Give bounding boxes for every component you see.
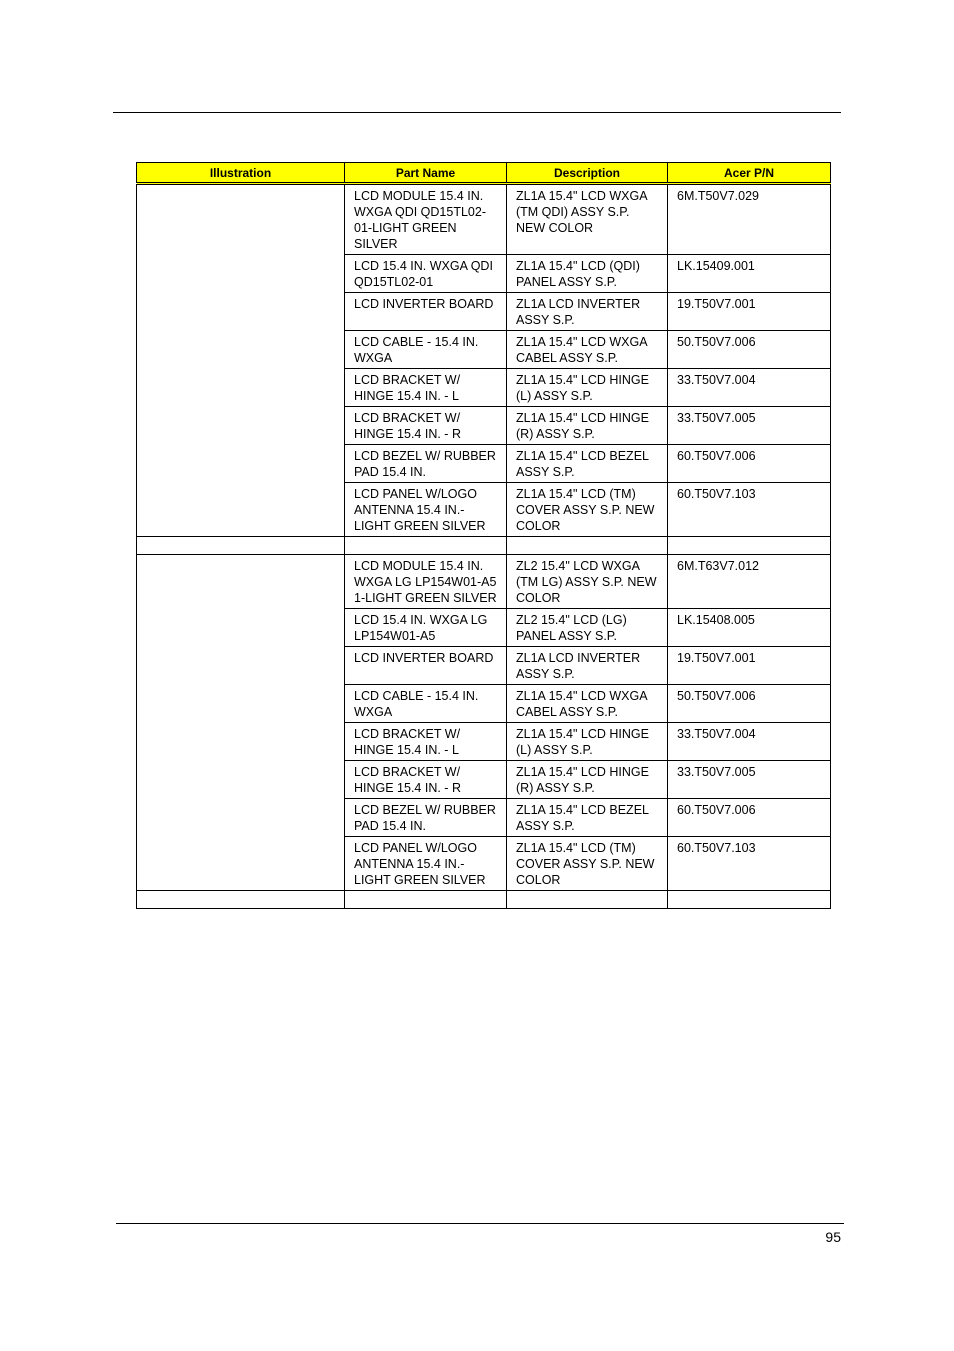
illustration-cell [137, 184, 345, 537]
part-name-cell: LCD BRACKET W/ HINGE 15.4 IN. - R [345, 407, 507, 445]
header-illustration: Illustration [137, 163, 345, 184]
part-name-cell: LCD 15.4 IN. WXGA QDI QD15TL02-01 [345, 255, 507, 293]
part-name-cell: LCD MODULE 15.4 IN. WXGA QDI QD15TL02-01-LIGHT GREEN SILVER [345, 184, 507, 255]
acer-pn-cell: 19.T50V7.001 [668, 293, 831, 331]
description-cell: ZL1A 15.4" LCD WXGA (TM QDI) ASSY S.P. NEW COLOR [507, 184, 668, 255]
part-name-cell: LCD MODULE 15.4 IN. WXGA LG LP154W01-A5 1-LIGHT GREEN SILVER [345, 555, 507, 609]
acer-pn-cell: 33.T50V7.004 [668, 723, 831, 761]
acer-pn-cell: 6M.T63V7.012 [668, 555, 831, 609]
empty-cell [668, 537, 831, 555]
page-number: 95 [825, 1229, 841, 1245]
acer-pn-cell: LK.15408.005 [668, 609, 831, 647]
table-body [137, 184, 831, 909]
part-name-cell: LCD 15.4 IN. WXGA LG LP154W01-A5 [345, 609, 507, 647]
part-name-cell: LCD INVERTER BOARD [345, 647, 507, 685]
description-cell: ZL1A 15.4" LCD (TM) COVER ASSY S.P. NEW COLOR [507, 483, 668, 537]
header-acer-pn: Acer P/N [668, 163, 831, 184]
description-cell: ZL1A LCD INVERTER ASSY S.P. [507, 647, 668, 685]
empty-cell [345, 537, 507, 555]
empty-cell [507, 537, 668, 555]
acer-pn-cell: 60.T50V7.103 [668, 837, 831, 891]
header-part-name: Part Name [345, 163, 507, 184]
empty-separator-row [137, 891, 831, 909]
empty-cell [507, 891, 668, 909]
part-name-cell: LCD BEZEL W/ RUBBER PAD 15.4 IN. [345, 445, 507, 483]
table-row [137, 555, 831, 609]
description-cell: ZL1A 15.4" LCD WXGA CABEL ASSY S.P. [507, 331, 668, 369]
part-name-cell: LCD BRACKET W/ HINGE 15.4 IN. - R [345, 761, 507, 799]
parts-table [136, 162, 831, 909]
acer-pn-cell: 33.T50V7.005 [668, 761, 831, 799]
description-cell: ZL1A 15.4" LCD HINGE (R) ASSY S.P. [507, 407, 668, 445]
empty-cell [137, 891, 345, 909]
part-name-cell: LCD BEZEL W/ RUBBER PAD 15.4 IN. [345, 799, 507, 837]
acer-pn-cell: 19.T50V7.001 [668, 647, 831, 685]
part-name-cell: LCD BRACKET W/ HINGE 15.4 IN. - L [345, 369, 507, 407]
illustration-cell [137, 555, 345, 891]
acer-pn-cell: 60.T50V7.006 [668, 445, 831, 483]
description-cell: ZL1A 15.4" LCD HINGE (R) ASSY S.P. [507, 761, 668, 799]
empty-cell [137, 537, 345, 555]
acer-pn-cell: 60.T50V7.103 [668, 483, 831, 537]
part-name-cell: LCD PANEL W/LOGO ANTENNA 15.4 IN.- LIGHT GREEN SILVER [345, 837, 507, 891]
description-cell: ZL1A 15.4" LCD HINGE (L) ASSY S.P. [507, 369, 668, 407]
part-name-cell: LCD BRACKET W/ HINGE 15.4 IN. - L [345, 723, 507, 761]
acer-pn-cell: 60.T50V7.006 [668, 799, 831, 837]
acer-pn-cell: 50.T50V7.006 [668, 685, 831, 723]
acer-pn-cell: 50.T50V7.006 [668, 331, 831, 369]
table-row [137, 184, 831, 255]
description-cell: ZL1A 15.4" LCD BEZEL ASSY S.P. [507, 445, 668, 483]
acer-pn-cell: 6M.T50V7.029 [668, 184, 831, 255]
table-header-row [137, 163, 831, 184]
empty-cell [668, 891, 831, 909]
empty-cell [345, 891, 507, 909]
header-description: Description [507, 163, 668, 184]
description-cell: ZL2 15.4" LCD WXGA (TM LG) ASSY S.P. NEW COLOR [507, 555, 668, 609]
description-cell: ZL1A 15.4" LCD WXGA CABEL ASSY S.P. [507, 685, 668, 723]
part-name-cell: LCD PANEL W/LOGO ANTENNA 15.4 IN.- LIGHT GREEN SILVER [345, 483, 507, 537]
acer-pn-cell: 33.T50V7.004 [668, 369, 831, 407]
description-cell: ZL1A 15.4" LCD HINGE (L) ASSY S.P. [507, 723, 668, 761]
part-name-cell: LCD CABLE - 15.4 IN. WXGA [345, 685, 507, 723]
part-name-cell: LCD INVERTER BOARD [345, 293, 507, 331]
acer-pn-cell: 33.T50V7.005 [668, 407, 831, 445]
description-cell: ZL1A 15.4" LCD (QDI) PANEL ASSY S.P. [507, 255, 668, 293]
bottom-rule [116, 1223, 844, 1224]
description-cell: ZL1A 15.4" LCD (TM) COVER ASSY S.P. NEW COLOR [507, 837, 668, 891]
description-cell: ZL1A 15.4" LCD BEZEL ASSY S.P. [507, 799, 668, 837]
description-cell: ZL2 15.4" LCD (LG) PANEL ASSY S.P. [507, 609, 668, 647]
acer-pn-cell: LK.15409.001 [668, 255, 831, 293]
empty-separator-row [137, 537, 831, 555]
description-cell: ZL1A LCD INVERTER ASSY S.P. [507, 293, 668, 331]
part-name-cell: LCD CABLE - 15.4 IN. WXGA [345, 331, 507, 369]
top-rule [113, 112, 841, 113]
